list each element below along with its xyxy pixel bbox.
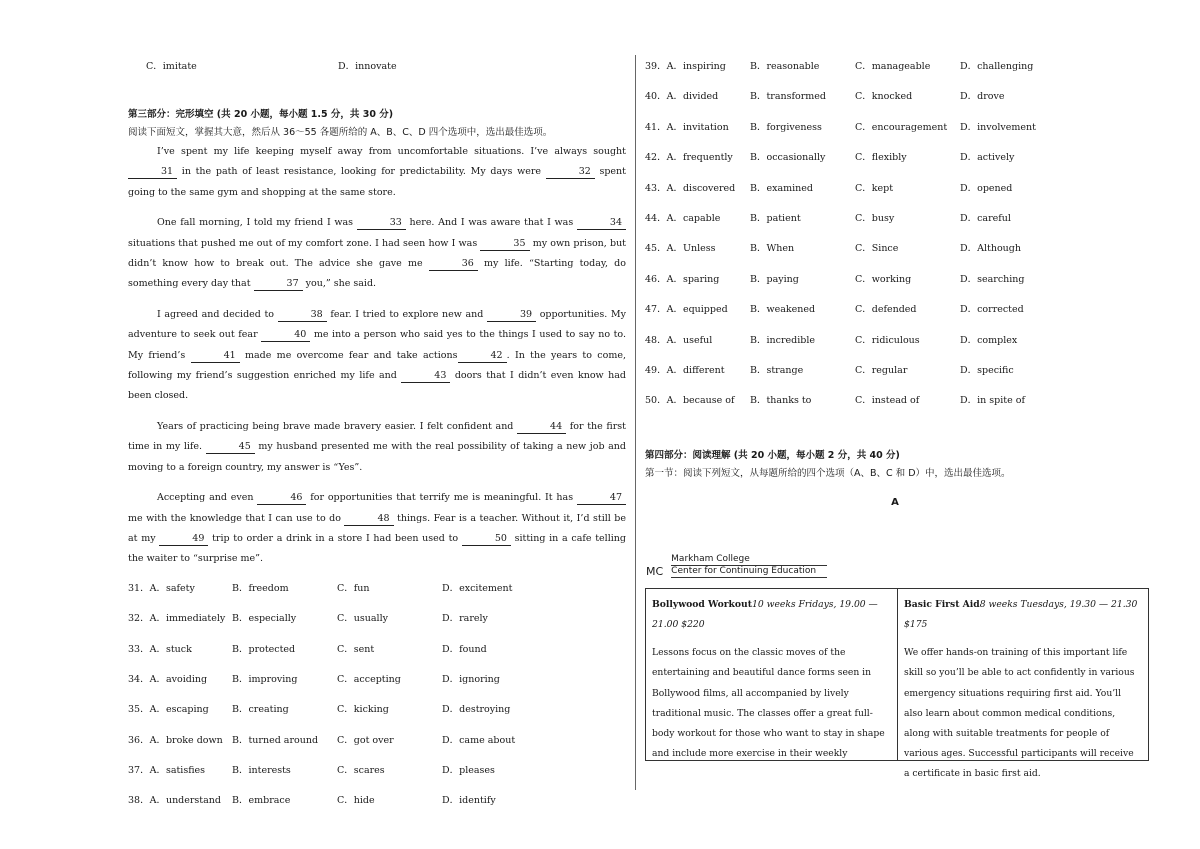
answer-option: B．interests — [232, 765, 291, 777]
passage-text: situations that pushed me out of my comfort zone. I had seen how I was — [128, 237, 481, 249]
passage-label: A — [891, 496, 899, 508]
question-row — [128, 762, 626, 792]
answer-option: C．knocked — [855, 91, 913, 103]
answer-option: 32．A．immediately — [128, 613, 226, 625]
answer-blank: 31 — [128, 166, 177, 179]
question-row — [645, 362, 1145, 392]
right-column — [645, 58, 1145, 780]
answer-option: B．reasonable — [750, 61, 820, 72]
answer-option: D．found — [442, 643, 487, 655]
answer-option: D．opened — [960, 182, 1013, 194]
answer-option: D．actively — [960, 152, 1015, 164]
passage-text: opportunities. My adventure to seek out fear — [128, 308, 627, 341]
answer-option: C．working — [855, 273, 912, 285]
passage-text: here. And I was aware that I was — [405, 217, 577, 229]
question-row — [128, 732, 626, 762]
passage-text: I agreed and decided to — [157, 308, 278, 320]
answer-option: C．Since — [855, 243, 899, 255]
answer-option: C．sent — [337, 643, 375, 655]
answer-option: D．involvement — [960, 121, 1036, 133]
passage-text: Years of practicing being brave made bravery easier. I felt confident and — [157, 420, 518, 432]
passage-text: I’ve spent my life keeping myself away from uncomfortable situations. I’ve always sought — [157, 146, 626, 157]
answer-option: D．searching — [960, 273, 1025, 285]
question-row — [128, 792, 626, 822]
logo-mark: MC — [646, 564, 664, 578]
answer-option: D．rarely — [442, 613, 488, 625]
question-row — [128, 580, 626, 610]
option-c: C．imitate — [146, 61, 197, 72]
answer-option: C．accepting — [337, 673, 401, 685]
question-row — [645, 301, 1145, 331]
passage-text: you,” she said. — [302, 278, 377, 290]
logo-line2: Center for Continuing Education — [671, 566, 827, 578]
answer-option: D．destroying — [442, 704, 511, 716]
answer-option: B．weakened — [750, 304, 816, 316]
question-30-options-cont — [128, 58, 626, 72]
answer-option: C．instead of — [855, 395, 920, 407]
passage-text: for the first time in my life. — [128, 420, 626, 453]
logo-text — [671, 554, 827, 578]
passage-paragraph — [128, 213, 626, 295]
answer-option: B．transformed — [750, 91, 826, 103]
question-row — [645, 149, 1145, 179]
course-meta: 10 weeks Fridays, 19.00 — 21.00 $220 — [652, 598, 878, 630]
passage-paragraph — [128, 417, 626, 478]
answer-option: 31．A．safety — [128, 582, 195, 594]
answer-option: B．forgiveness — [750, 121, 822, 133]
answer-blank: 46 — [257, 492, 306, 505]
answer-blank: 48 — [344, 513, 393, 526]
question-row — [645, 58, 1145, 88]
passage-text: doors that I didn’t even know had been closed. — [128, 370, 626, 402]
answer-option: D．corrected — [960, 304, 1024, 316]
answer-blank: 43 — [401, 370, 450, 383]
college-logo — [646, 554, 1145, 578]
answer-blank: 32 — [546, 166, 595, 179]
answer-option: C．regular — [855, 364, 908, 376]
answer-option: 43．A．discovered — [645, 182, 736, 194]
answer-option: B．When — [750, 243, 795, 255]
answer-option: B．incredible — [750, 334, 815, 346]
answer-option: 40．A．divided — [645, 91, 719, 103]
answer-option: C．usually — [337, 613, 388, 625]
answer-blank: 35 — [480, 238, 529, 251]
question-row — [128, 701, 626, 731]
answer-option: C．fun — [337, 582, 370, 594]
course-table — [645, 588, 1149, 780]
question-row — [128, 610, 626, 640]
answer-blank: 39 — [487, 309, 536, 322]
answer-option: 41．A．invitation — [645, 121, 729, 133]
answer-option: C．kicking — [337, 704, 389, 716]
option-d: D．innovate — [338, 61, 397, 72]
passage-text: my own prison, but didn’t know how to break out. The advice she gave me — [128, 237, 627, 270]
passage-text: Accepting and even — [157, 492, 258, 504]
answer-blank: 38 — [278, 309, 327, 322]
answer-option: D．ignoring — [442, 673, 500, 685]
answer-blank: 40 — [261, 329, 310, 342]
left-column — [128, 58, 626, 823]
answer-option: 50．A．because of — [645, 395, 735, 407]
answer-option: B．strange — [750, 364, 804, 376]
answer-blank: 50 — [462, 533, 511, 546]
answer-blank: 41 — [191, 350, 240, 363]
passage-text: me with the knowledge that I can use to do — [128, 512, 345, 524]
passage-text: things. Fear is a teacher. Without it, I’d still be at my — [128, 512, 626, 544]
course-cell — [646, 589, 897, 760]
question-row — [128, 671, 626, 701]
question-row — [645, 332, 1145, 362]
answer-option: 45．A．Unless — [645, 243, 716, 255]
question-row — [645, 210, 1145, 240]
question-row — [645, 240, 1145, 270]
course-cell — [897, 589, 1148, 780]
answer-blank: 45 — [206, 441, 255, 454]
section3-instruction: 阅读下面短文，掌握其大意，然后从 36～55 各题所给的 A、B、C、D 四个选项中，选出最佳选项。 — [128, 127, 553, 138]
answer-option: B．paying — [750, 273, 799, 285]
answer-blank: 37 — [254, 278, 303, 291]
answer-option: B．patient — [750, 212, 801, 224]
passage-text: made me overcome fear and take actions — [239, 349, 458, 361]
answer-option: D．complex — [960, 334, 1018, 346]
answer-option: C．hide — [337, 795, 375, 807]
answer-option: C．scares — [337, 765, 385, 777]
passage-text: in the path of least resistance, looking for predictability. My days were — [177, 166, 546, 178]
answer-option: D．Although — [960, 243, 1021, 255]
question-list-right — [645, 58, 1145, 423]
answer-option: B．embrace — [232, 795, 291, 807]
answer-option: 48．A．useful — [645, 334, 713, 346]
course-description: Lessons focus on the classic moves of the entertaining and beautiful dance forms seen in Bollywood films, all accompanied by lively traditional music. The classes offer a great full-body workout for those who want to stay in shape and include more exercise in their weekly — [652, 647, 885, 760]
course-meta: 8 weeks Tuesdays, 19.30 — 21.30 $175 — [904, 598, 1138, 630]
course-name: Bollywood Workout — [652, 598, 752, 610]
answer-option: 46．A．sparing — [645, 273, 720, 285]
answer-option: 36．A．broke down — [128, 734, 223, 746]
logo-line1: Markham College — [671, 554, 827, 566]
answer-option: C．defended — [855, 304, 917, 316]
answer-option: D．challenging — [960, 61, 1034, 72]
answer-option: 42．A．frequently — [645, 152, 733, 164]
question-row — [645, 119, 1145, 149]
answer-option: 33．A．stuck — [128, 643, 192, 655]
question-list-left — [128, 580, 626, 823]
cloze-passage — [128, 142, 626, 570]
answer-option: B．examined — [750, 182, 813, 194]
answer-option: D．drove — [960, 91, 1005, 103]
answer-option: D．in spite of — [960, 395, 1025, 407]
passage-text: spent going to the same gym and shopping at the same store. — [128, 166, 626, 198]
answer-blank: 33 — [357, 217, 406, 230]
answer-option: 35．A．escaping — [128, 704, 209, 716]
answer-option: B．protected — [232, 643, 296, 655]
answer-option: 38．A．understand — [128, 795, 221, 807]
answer-option: 49．A．different — [645, 364, 725, 376]
answer-option: B．occasionally — [750, 152, 826, 164]
answer-option: 47．A．equipped — [645, 304, 728, 316]
answer-option: D．specific — [960, 364, 1014, 376]
answer-option: D．identify — [442, 795, 496, 807]
passage-text: my life. “Starting today, do something every day that — [128, 258, 626, 290]
course-description: We offer hands-on training of this important life skill so you’ll be able to act confidently in various emergency situations requiring first aid. You’ll also learn about common medical conditions, along with suitable treatments for people of various ages. Successful participants will receive a certificate in basic first aid. — [904, 647, 1135, 780]
answer-option: B．creating — [232, 704, 289, 716]
answer-option: C．busy — [855, 212, 895, 224]
answer-blank: 36 — [429, 258, 478, 271]
answer-option: C．encouragement — [855, 121, 948, 133]
column-divider — [635, 55, 636, 790]
answer-option: C．kept — [855, 182, 894, 194]
answer-blank: 49 — [159, 533, 208, 546]
answer-option: C．got over — [337, 734, 394, 746]
answer-option: B．turned around — [232, 734, 319, 746]
answer-blank: 34 — [577, 217, 626, 230]
answer-option: C．manageable — [855, 61, 931, 72]
answer-option: B．especially — [232, 613, 297, 625]
passage-text: fear. I tried to explore new and — [326, 308, 487, 320]
passage-text: sitting in a cafe telling the waiter to “surprise me”. — [128, 532, 626, 565]
answer-option: B．improving — [232, 673, 298, 685]
passage-text: . In the years to come, following my friend’s suggestion enriched my life and — [128, 349, 626, 382]
answer-option: C．flexibly — [855, 152, 907, 164]
answer-option: 37．A．satisfies — [128, 765, 206, 777]
course-name: Basic First Aid — [904, 598, 980, 610]
answer-blank: 47 — [577, 492, 626, 505]
question-row — [645, 88, 1145, 118]
passage-paragraph — [128, 305, 626, 407]
passage-paragraph — [128, 488, 626, 570]
answer-option: 34．A．avoiding — [128, 673, 208, 685]
answer-blank: 44 — [517, 421, 566, 434]
question-row — [645, 180, 1145, 210]
answer-option: D．pleases — [442, 765, 495, 777]
question-row — [645, 392, 1145, 422]
section3-title: 第三部分：完形填空 (共 20 小题，每小题 1.5 分，共 30 分) — [128, 109, 394, 120]
section4-title: 第四部分：阅读理解 (共 20 小题，每小题 2 分，共 40 分) — [645, 449, 900, 461]
answer-option: 44．A．capable — [645, 212, 721, 224]
answer-option: C．ridiculous — [855, 334, 920, 346]
answer-blank: 42 — [458, 350, 507, 363]
passage-text: my husband presented me with the real possibility of taking a new job and moving to a foreign country, my answer is “Yes”. — [128, 441, 626, 473]
passage-text: me into a person who said yes to the things I used to say no to. My friend’s — [128, 329, 626, 361]
passage-text: trip to order a drink in a store I had been used to — [208, 532, 462, 544]
passage-text: One fall morning, I told my friend I was — [157, 217, 357, 229]
section4-instruction: 第一节：阅读下列短文，从每题所给的四个选项（A、B、C 和 D）中，选出最佳选项。 — [645, 467, 1011, 479]
answer-option: D．excitement — [442, 582, 513, 594]
question-row — [128, 641, 626, 671]
answer-option: 39．A．inspiring — [645, 61, 726, 72]
answer-option: B．thanks to — [750, 395, 812, 407]
passage-paragraph — [128, 142, 626, 203]
answer-option: D．came about — [442, 734, 516, 746]
answer-option: B．freedom — [232, 582, 289, 594]
passage-text: for opportunities that terrify me is meaningful. It has — [306, 492, 577, 504]
question-row — [645, 271, 1145, 301]
answer-option: D．careful — [960, 212, 1011, 224]
